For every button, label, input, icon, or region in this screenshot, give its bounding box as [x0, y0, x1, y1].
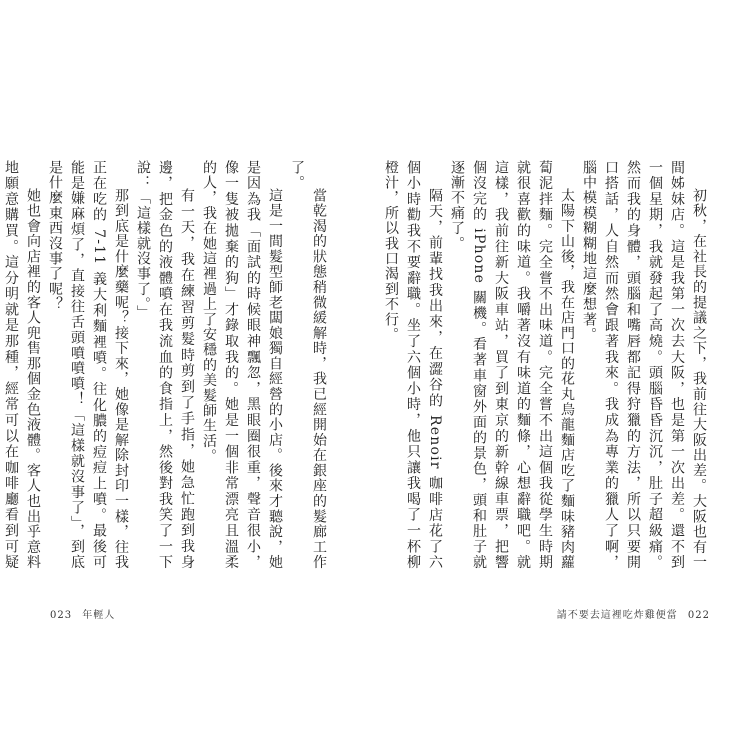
right-running-title: 請不要去這裡吃炸雞便當 — [556, 610, 678, 621]
left-paragraph: 這是一間髮型師老闆娘獨自經營的小店。後來才聽說，她是因為我「面試的時候眼神飄忽，黑眼圈很重，聲音很小，像一隻被拋棄的狗」才錄取我的。她是一個非常漂亮且溫柔的人，我在她這裡過上了安穩的美髮師生活。 — [201, 160, 283, 570]
left-page-footer — [44, 606, 115, 621]
right-paragraph: 太陽下山後，我在店門口的花丸烏龍麵店吃了麵味豬肉蘿蔔泥拌麵。完全嘗不出味道。完全嘗不出這個我從學生時期就很喜歡的味道。我嚼著沒有味道的麵條，心想辭職吧。就這樣，我前往新大阪車站，買了到東京的新幹線車票，把響個沒完的 iPhone 關機。看著車窗外面的景色，頭和肚子就逐漸不痛了。 — [449, 160, 575, 570]
left-page-body — [3, 160, 330, 570]
left-paragraph: 那到底是什麼藥呢？接下來，她像是解除封印一樣，往我正在吃的 7-11 義大利麵裡噴。往化膿的痘痘上噴。最後可能是嫌麻煩了，直接往舌頭噴噴噴！「這樣就沒事了」，到底是什麼東西沒事了呢？ — [47, 160, 129, 570]
left-paragraph: 她也會向店裡的客人兜售那個金色液體。客人也出乎意料地願意購買。這分明就是那種，經常可以在咖啡廳看到可疑 — [3, 160, 41, 570]
left-paragraph: 有一天，我在練習剪髮時剪到了手指，她急忙跑到我身邊，把金色的液體噴在我流血的食指上，然後對我笑了一下說：「這樣就沒事了。」 — [135, 160, 195, 570]
right-paragraph: 初秋，在社長的提議之下，我前往大阪出差。大阪也有一間姊妹店。這是我第一次去大阪，也是第一次出差。還不到一個星期，我就發起了高燒。頭腦昏昏沉沉，肚子超級痛。然而我的身體，頭腦和嘴唇都記得狩獵的方法，所以只要開口搭話，人自然而然會跟著我來。我成為專業的獵人了啊，腦中模模糊糊地這麼想著。 — [581, 160, 707, 570]
right-page — [375, 0, 750, 750]
left-running-title: 年輕人 — [82, 610, 116, 621]
left-paragraph: 當乾渴的狀態稍微緩解時，我已經開始在銀座的髮廊工作了。 — [289, 160, 327, 570]
right-paragraph: 隔天，前輩找我出來，在澀谷的 Renoir 咖啡店花了六個小時勸我不要辭職。坐了六個小時，他只讓我喝了一杯柳橙汁，所以我口渴到不行。 — [383, 160, 443, 570]
right-page-body — [383, 160, 710, 570]
right-page-footer — [557, 606, 716, 621]
right-page-number: 022 — [687, 610, 710, 621]
left-page-number: 023 — [50, 610, 73, 621]
